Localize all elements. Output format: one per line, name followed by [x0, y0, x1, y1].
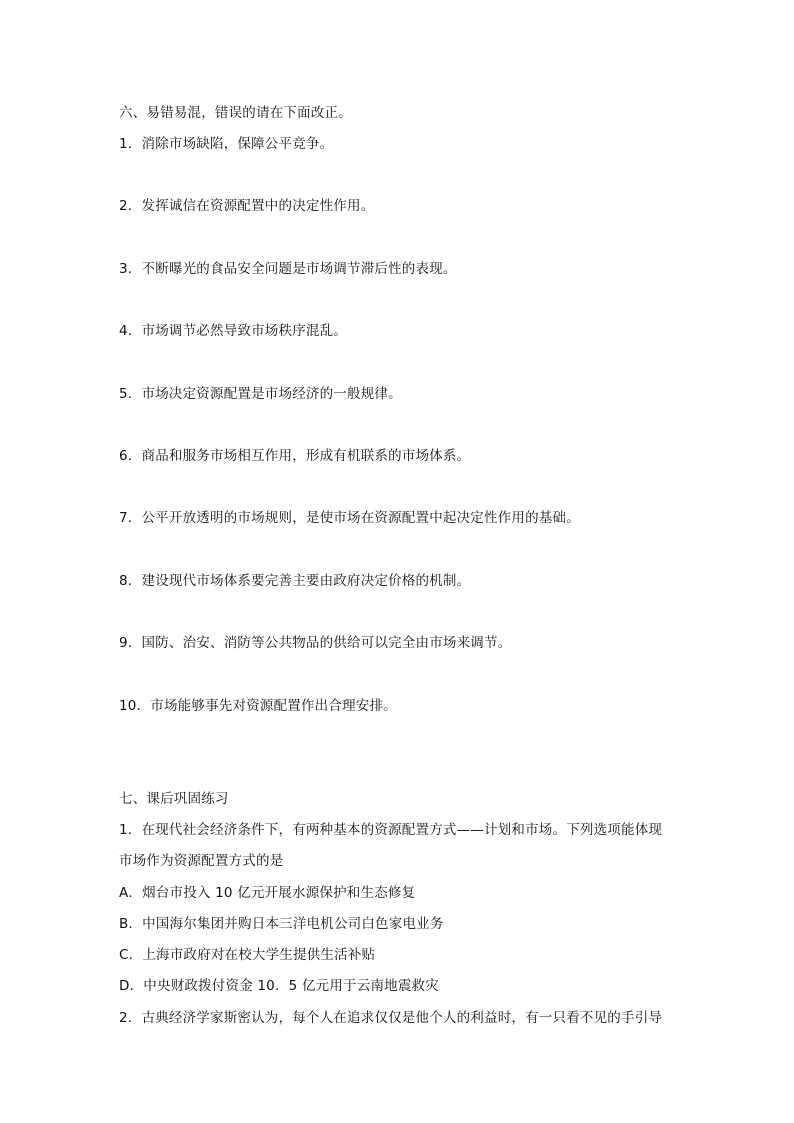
section-6-item-1: 1．消除市场缺陷，保障公平竞争。: [119, 136, 334, 152]
section-6-item-10: 10．市场能够事先对资源配置作出合理安排。: [119, 698, 397, 714]
option-c: C．上海市政府对在校大学生提供生活补贴: [119, 947, 376, 963]
section-6-item-7: 7．公平开放透明的市场规则，是使市场在资源配置中起决定性作用的基础。: [119, 510, 580, 526]
section-6-heading: 六、易错易混，错误的请在下面改正。: [119, 105, 352, 121]
option-a: A．烟台市投入 10 亿元开展水源保护和生态修复: [119, 885, 416, 901]
section-6-item-4: 4．市场调节必然导致市场秩序混乱。: [119, 323, 347, 339]
question-1-line-1: 1．在现代社会经济条件下，有两种基本的资源配置方式——计划和市场。下列选项能体现: [119, 822, 663, 838]
section-6-item-5: 5．市场决定资源配置是市场经济的一般规律。: [119, 386, 402, 402]
section-6-item-3: 3．不断曝光的食品安全问题是市场调节滞后性的表现。: [119, 261, 457, 277]
question-1-line-2: 市场作为资源配置方式的是: [119, 853, 284, 869]
question-2-line-1: 2．古典经济学家斯密认为，每个人在追求仅仅是他个人的利益时，有一只看不见的手引导: [119, 1010, 663, 1026]
section-6-item-2: 2．发挥诚信在资源配置中的决定性作用。: [119, 198, 375, 214]
section-7-heading: 七、课后巩固练习: [119, 791, 229, 807]
section-6-item-9: 9．国防、治安、消防等公共物品的供给可以完全由市场来调节。: [119, 635, 512, 651]
option-b: B．中国海尔集团并购日本三洋电机公司白色家电业务: [119, 916, 444, 932]
section-6-item-6: 6．商品和服务市场相互作用，形成有机联系的市场体系。: [119, 448, 471, 464]
option-d: D．中央财政拨付资金 10．5 亿元用于云南地震救灾: [119, 978, 439, 994]
section-6-item-8: 8．建设现代市场体系要完善主要由政府决定价格的机制。: [119, 573, 471, 589]
